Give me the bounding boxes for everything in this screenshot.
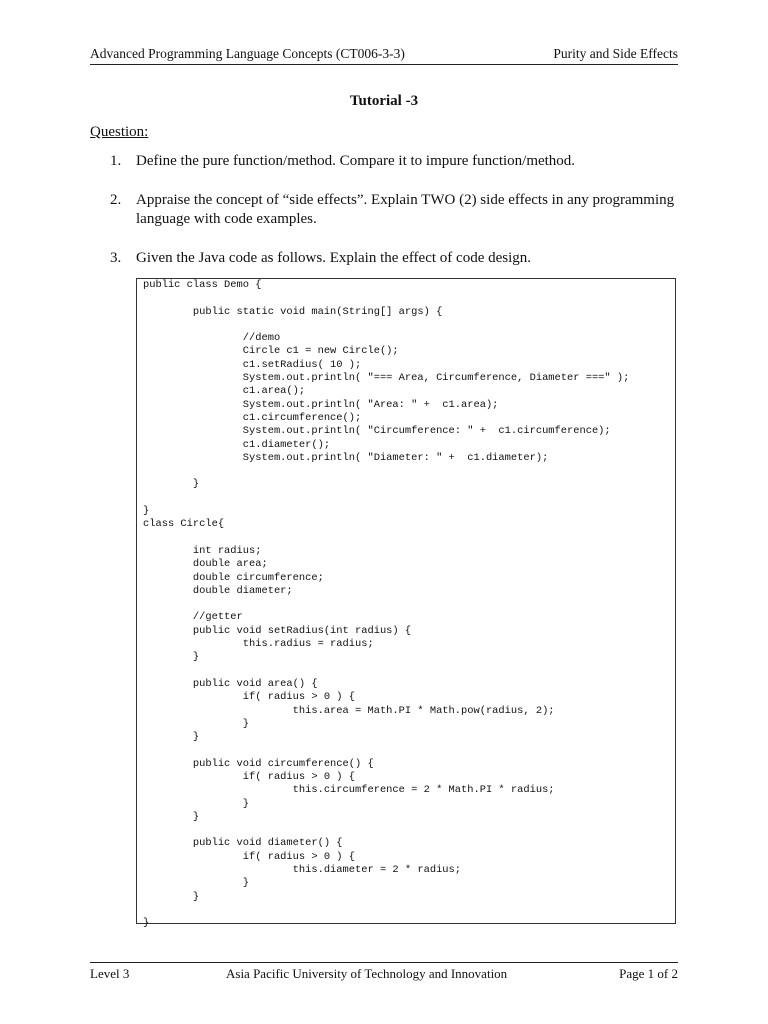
footer-page-number: Page 1 of 2 xyxy=(619,966,678,981)
code-listing-box xyxy=(136,278,676,930)
topic-title: Purity and Side Effects xyxy=(553,46,678,61)
page-footer xyxy=(90,962,678,985)
footer-level: Level 3 xyxy=(90,966,130,981)
question-number: 1. xyxy=(110,153,122,169)
question-heading: Question: xyxy=(90,124,149,140)
question-text: Define the pure function/method. Compare it to impure function/method. xyxy=(136,153,576,169)
question-text: Appraise the concept of “side effects”. Explain TWO (2) side effects in any programming language with code examples. xyxy=(136,192,675,227)
question-text: Given the Java code as follows. Explain the effect of code design. xyxy=(136,250,532,266)
course-title: Advanced Programming Language Concepts (CT006-3-3) xyxy=(90,46,405,61)
footer-institution: Asia Pacific University of Technology and Innovation xyxy=(226,966,508,981)
question-number: 3. xyxy=(110,250,122,266)
page-header xyxy=(90,44,678,65)
tutorial-title: Tutorial -3 xyxy=(349,93,419,109)
question-label: Question xyxy=(90,124,145,140)
java-code: public class Demo { public static void main(String[] args) { //demo Circle c1 = new Circle(); c1.setRadius( 10 ); System.out.println( "=== Area, Circumference, Diameter ===" ); c1.area(); System.out.println( "Area: " + c1.area); c1.circumference(); System.out.println( "Circumference: " + c1.circumference); c1.diameter(); System.out.println( "Diameter: " + c1.diameter); } } class Circle{ int radius; double area; double circumference; double diameter; //getter public void setRadius(int radius) { this.radius = radius; } public void area() { if( radius > 0 ) { this.area = Math.PI * Math.pow(radius, 2); } } public void circumference() { if( radius > 0 ) { this.circumference = 2 * Math.PI * radius; } } public void diameter() { if( radius > 0 ) { this.diameter = 2 * radius; } } } xyxy=(143,279,630,930)
question-number: 2. xyxy=(110,192,122,208)
